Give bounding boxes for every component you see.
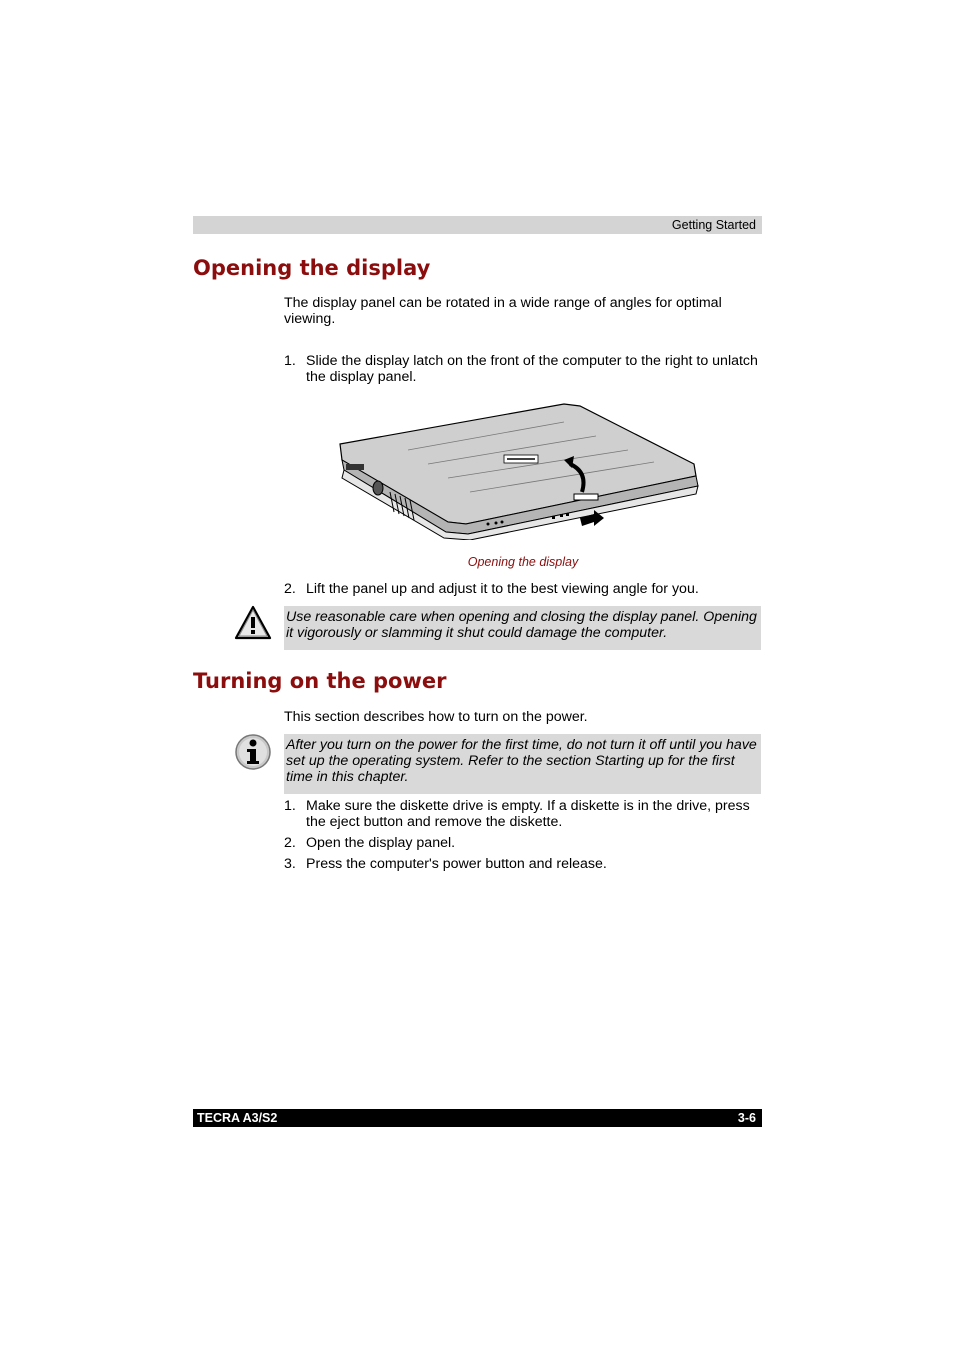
info-note-box: After you turn on the power for the first time, do not turn it off until you have set up the operating system. Refer to the section Starting up for the first time in this chapter. (284, 734, 761, 794)
laptop-illustration (336, 400, 702, 540)
list-number: 1. (284, 353, 296, 369)
list-text: Open the display panel. (306, 835, 456, 851)
list-item (284, 353, 762, 385)
running-footer (193, 1109, 762, 1127)
page-number: 3-6 (737, 1111, 756, 1125)
section-title-turning-on-power: Turning on the power (193, 669, 447, 693)
list-text: Slide the display latch on the front of the computer to the right to unlatch the display panel. (306, 353, 758, 385)
intro-paragraph: This section describes how to turn on the power. (284, 709, 588, 725)
list-item (284, 798, 762, 830)
list-number: 2. (284, 581, 296, 597)
model-name: TECRA A3/S2 (197, 1111, 278, 1125)
running-header (193, 216, 762, 234)
list-number: 3. (284, 856, 296, 872)
list-item (284, 856, 762, 872)
list-number: 1. (284, 798, 296, 814)
warning-triangle-icon (234, 604, 272, 642)
info-icon (234, 733, 272, 771)
list-number: 2. (284, 835, 296, 851)
list-item (284, 581, 762, 597)
list-item (284, 835, 762, 851)
chapter-title: Getting Started (671, 218, 756, 232)
laptop-drawing (336, 400, 702, 540)
caution-box: Use reasonable care when opening and closing the display panel. Opening it vigorously or slamming it shut could damage the computer. (284, 606, 761, 650)
list-text: Lift the panel up and adjust it to the best viewing angle for you. (306, 581, 699, 597)
section-title-opening-display: Opening the display (193, 256, 431, 280)
intro-paragraph: The display panel can be rotated in a wide range of angles for optimal viewing. (284, 295, 722, 327)
list-text: Make sure the diskette drive is empty. If a diskette is in the drive, press the eject button and remove the diskette. (306, 798, 750, 830)
figure-caption: Opening the display (467, 555, 579, 569)
list-text: Press the computer's power button and release. (306, 856, 607, 872)
